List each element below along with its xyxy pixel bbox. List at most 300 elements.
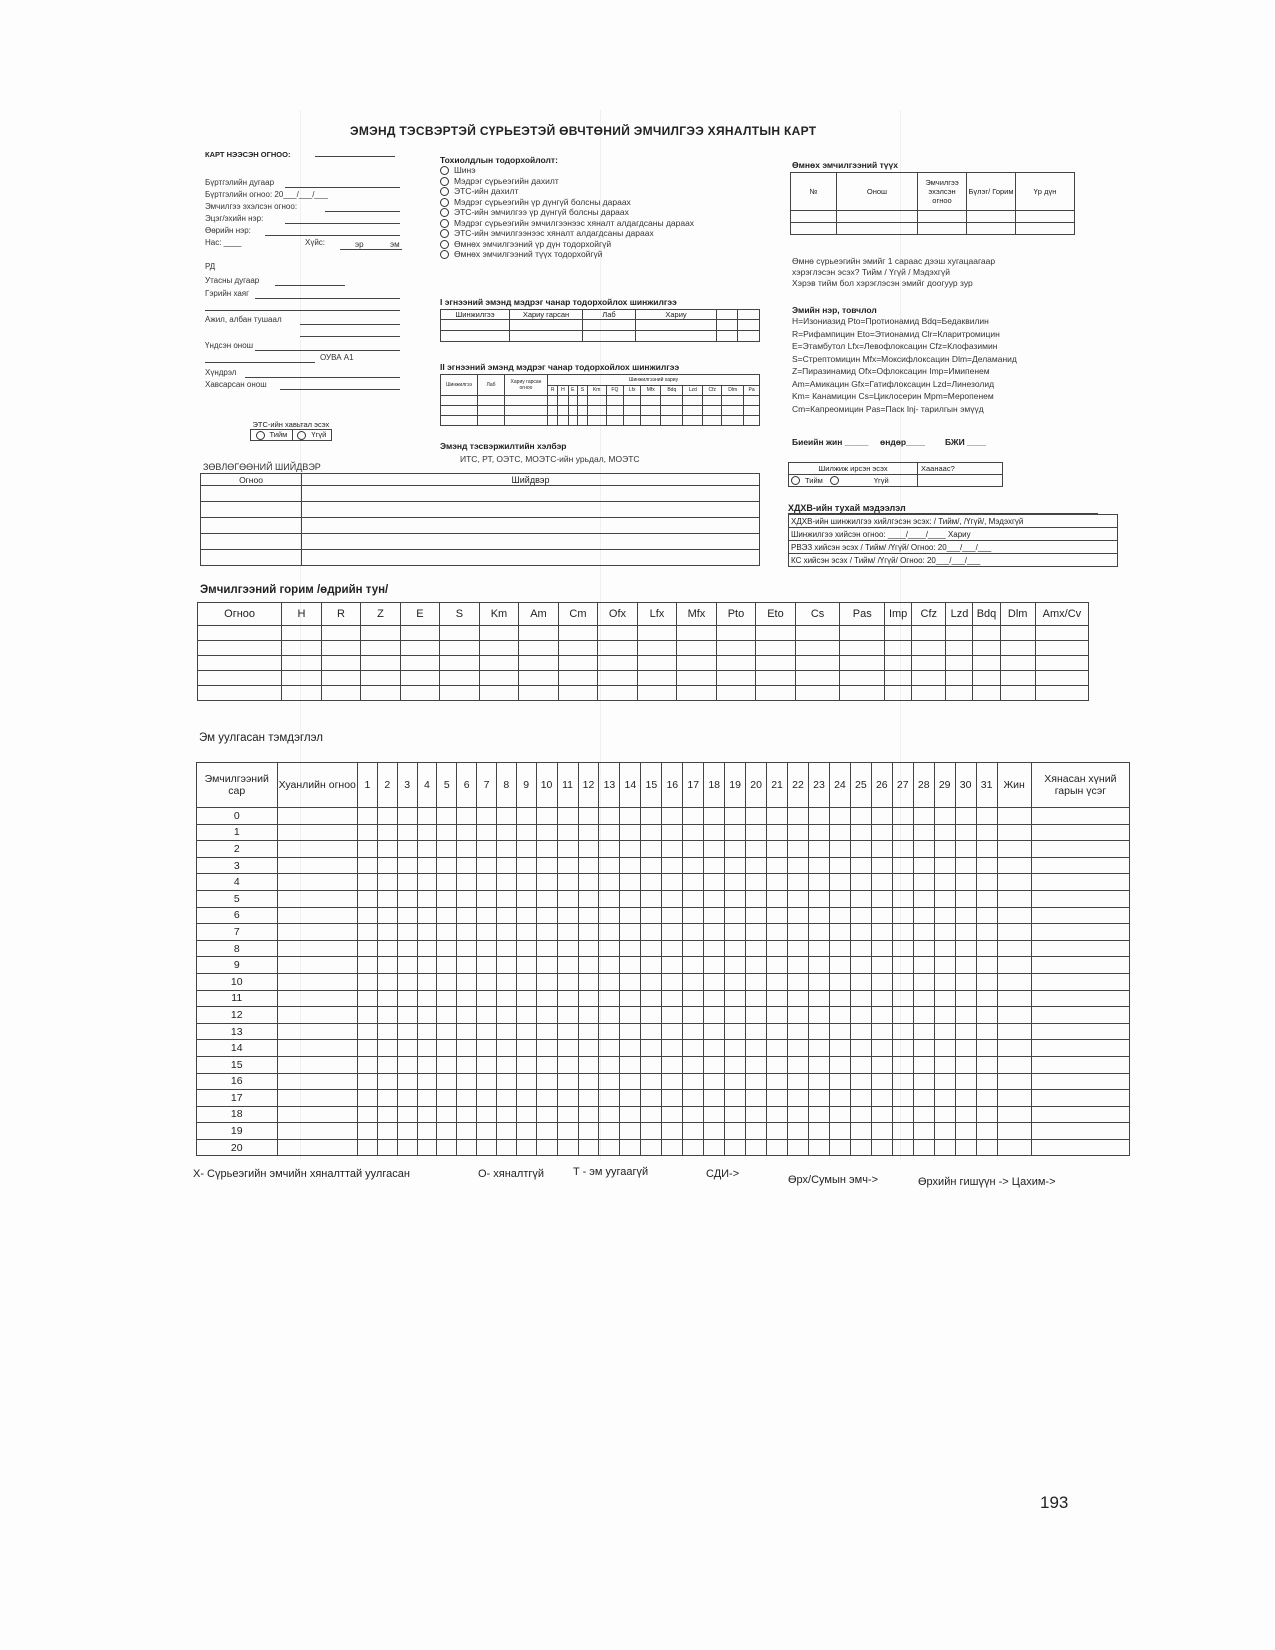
intake-day-cell[interactable] <box>662 1040 683 1057</box>
intake-day-cell[interactable] <box>641 824 662 841</box>
migration-yes-option[interactable]: Тийм <box>791 476 823 485</box>
case-option[interactable]: ЭТС-ийн эмчилгээ үр дүнгүй болсны дараах <box>440 207 694 218</box>
intake-day-cell[interactable] <box>788 890 809 907</box>
intake-day-cell[interactable] <box>417 1139 437 1156</box>
intake-day-cell[interactable] <box>641 1090 662 1107</box>
intake-day-cell[interactable] <box>397 957 417 974</box>
intake-day-cell[interactable] <box>358 1090 378 1107</box>
intake-day-cell[interactable] <box>767 841 788 858</box>
intake-day-cell[interactable] <box>417 824 437 841</box>
intake-day-cell[interactable] <box>829 808 850 825</box>
intake-day-cell[interactable] <box>976 808 997 825</box>
intake-day-cell[interactable] <box>829 957 850 974</box>
intake-day-cell[interactable] <box>725 973 746 990</box>
intake-day-cell[interactable] <box>397 824 417 841</box>
intake-day-cell[interactable] <box>496 973 516 990</box>
intake-day-cell[interactable] <box>641 1023 662 1040</box>
intake-day-cell[interactable] <box>477 1073 497 1090</box>
intake-day-cell[interactable] <box>704 808 725 825</box>
intake-day-cell[interactable] <box>871 907 892 924</box>
intake-day-cell[interactable] <box>578 874 599 891</box>
intake-day-cell[interactable] <box>934 1139 955 1156</box>
intake-day-cell[interactable] <box>725 1123 746 1140</box>
intake-day-cell[interactable] <box>496 907 516 924</box>
intake-day-cell[interactable] <box>892 940 913 957</box>
intake-day-cell[interactable] <box>641 874 662 891</box>
intake-day-cell[interactable] <box>788 907 809 924</box>
intake-day-cell[interactable] <box>641 1139 662 1156</box>
intake-day-cell[interactable] <box>683 940 704 957</box>
intake-day-cell[interactable] <box>725 824 746 841</box>
intake-day-cell[interactable] <box>557 1123 578 1140</box>
intake-day-cell[interactable] <box>536 857 557 874</box>
intake-day-cell[interactable] <box>767 990 788 1007</box>
intake-day-cell[interactable] <box>871 824 892 841</box>
intake-day-cell[interactable] <box>683 841 704 858</box>
intake-day-cell[interactable] <box>578 990 599 1007</box>
intake-day-cell[interactable] <box>934 973 955 990</box>
intake-day-cell[interactable] <box>955 1139 976 1156</box>
intake-day-cell[interactable] <box>477 808 497 825</box>
intake-day-cell[interactable] <box>746 1056 767 1073</box>
intake-day-cell[interactable] <box>871 1023 892 1040</box>
intake-day-cell[interactable] <box>704 1007 725 1024</box>
intake-day-cell[interactable] <box>892 1073 913 1090</box>
intake-day-cell[interactable] <box>850 1040 871 1057</box>
intake-day-cell[interactable] <box>808 857 829 874</box>
intake-day-cell[interactable] <box>767 1090 788 1107</box>
intake-day-cell[interactable] <box>808 990 829 1007</box>
intake-day-cell[interactable] <box>557 890 578 907</box>
intake-day-cell[interactable] <box>808 1106 829 1123</box>
intake-day-cell[interactable] <box>358 1040 378 1057</box>
intake-day-cell[interactable] <box>397 841 417 858</box>
intake-day-cell[interactable] <box>934 907 955 924</box>
intake-day-cell[interactable] <box>457 1090 477 1107</box>
intake-day-cell[interactable] <box>516 1073 536 1090</box>
intake-day-cell[interactable] <box>934 1090 955 1107</box>
intake-day-cell[interactable] <box>913 1056 934 1073</box>
intake-day-cell[interactable] <box>829 890 850 907</box>
intake-day-cell[interactable] <box>377 1139 397 1156</box>
intake-day-cell[interactable] <box>767 890 788 907</box>
intake-day-cell[interactable] <box>788 1139 809 1156</box>
intake-day-cell[interactable] <box>976 1040 997 1057</box>
intake-day-cell[interactable] <box>516 1040 536 1057</box>
intake-day-cell[interactable] <box>496 808 516 825</box>
intake-day-cell[interactable] <box>829 1090 850 1107</box>
intake-day-cell[interactable] <box>662 1073 683 1090</box>
intake-day-cell[interactable] <box>641 1007 662 1024</box>
intake-day-cell[interactable] <box>477 990 497 1007</box>
intake-day-cell[interactable] <box>767 1123 788 1140</box>
intake-day-cell[interactable] <box>457 824 477 841</box>
intake-day-cell[interactable] <box>477 874 497 891</box>
intake-day-cell[interactable] <box>641 924 662 941</box>
intake-day-cell[interactable] <box>578 924 599 941</box>
intake-day-cell[interactable] <box>976 1007 997 1024</box>
intake-day-cell[interactable] <box>955 907 976 924</box>
intake-day-cell[interactable] <box>850 1023 871 1040</box>
intake-day-cell[interactable] <box>578 957 599 974</box>
intake-day-cell[interactable] <box>417 973 437 990</box>
intake-day-cell[interactable] <box>767 940 788 957</box>
intake-day-cell[interactable] <box>557 1090 578 1107</box>
intake-day-cell[interactable] <box>437 824 457 841</box>
intake-day-cell[interactable] <box>746 1139 767 1156</box>
intake-day-cell[interactable] <box>599 1040 620 1057</box>
intake-day-cell[interactable] <box>477 940 497 957</box>
intake-day-cell[interactable] <box>536 973 557 990</box>
intake-day-cell[interactable] <box>767 1023 788 1040</box>
case-option[interactable]: Мэдрэг сүрьеэгийн дахилт <box>440 176 694 187</box>
intake-day-cell[interactable] <box>620 1123 641 1140</box>
intake-day-cell[interactable] <box>437 1023 457 1040</box>
intake-day-cell[interactable] <box>704 841 725 858</box>
intake-day-cell[interactable] <box>477 1123 497 1140</box>
intake-day-cell[interactable] <box>377 957 397 974</box>
intake-day-cell[interactable] <box>496 1073 516 1090</box>
intake-day-cell[interactable] <box>599 940 620 957</box>
case-option[interactable]: ЭТС-ийн дахилт <box>440 186 694 197</box>
intake-day-cell[interactable] <box>871 1139 892 1156</box>
intake-day-cell[interactable] <box>397 808 417 825</box>
intake-day-cell[interactable] <box>871 957 892 974</box>
intake-day-cell[interactable] <box>578 890 599 907</box>
intake-day-cell[interactable] <box>557 907 578 924</box>
intake-day-cell[interactable] <box>829 1023 850 1040</box>
intake-day-cell[interactable] <box>641 857 662 874</box>
intake-day-cell[interactable] <box>516 940 536 957</box>
intake-day-cell[interactable] <box>620 890 641 907</box>
intake-day-cell[interactable] <box>913 1090 934 1107</box>
intake-day-cell[interactable] <box>417 924 437 941</box>
intake-day-cell[interactable] <box>808 1073 829 1090</box>
intake-day-cell[interactable] <box>850 824 871 841</box>
intake-day-cell[interactable] <box>417 1007 437 1024</box>
intake-day-cell[interactable] <box>620 1023 641 1040</box>
intake-day-cell[interactable] <box>496 1139 516 1156</box>
case-option[interactable]: Мэдрэг сүрьеэгийн эмчилгээнээс хяналт алдагдсаны дараах <box>440 218 694 229</box>
intake-day-cell[interactable] <box>377 1007 397 1024</box>
intake-day-cell[interactable] <box>536 824 557 841</box>
intake-day-cell[interactable] <box>871 973 892 990</box>
intake-day-cell[interactable] <box>358 990 378 1007</box>
intake-day-cell[interactable] <box>767 1106 788 1123</box>
intake-day-cell[interactable] <box>516 1023 536 1040</box>
intake-day-cell[interactable] <box>578 1023 599 1040</box>
intake-day-cell[interactable] <box>578 907 599 924</box>
intake-day-cell[interactable] <box>871 990 892 1007</box>
intake-day-cell[interactable] <box>662 957 683 974</box>
intake-day-cell[interactable] <box>767 973 788 990</box>
intake-day-cell[interactable] <box>746 808 767 825</box>
intake-day-cell[interactable] <box>746 957 767 974</box>
intake-day-cell[interactable] <box>850 1090 871 1107</box>
intake-day-cell[interactable] <box>641 990 662 1007</box>
intake-day-cell[interactable] <box>496 1007 516 1024</box>
intake-day-cell[interactable] <box>599 1139 620 1156</box>
intake-day-cell[interactable] <box>746 1040 767 1057</box>
intake-day-cell[interactable] <box>516 857 536 874</box>
intake-day-cell[interactable] <box>934 1007 955 1024</box>
intake-day-cell[interactable] <box>976 1073 997 1090</box>
intake-day-cell[interactable] <box>620 874 641 891</box>
intake-day-cell[interactable] <box>377 857 397 874</box>
intake-day-cell[interactable] <box>516 990 536 1007</box>
intake-day-cell[interactable] <box>850 857 871 874</box>
intake-day-cell[interactable] <box>704 1040 725 1057</box>
intake-day-cell[interactable] <box>788 1007 809 1024</box>
intake-day-cell[interactable] <box>477 1090 497 1107</box>
intake-day-cell[interactable] <box>457 1040 477 1057</box>
intake-day-cell[interactable] <box>457 957 477 974</box>
intake-day-cell[interactable] <box>477 824 497 841</box>
intake-day-cell[interactable] <box>767 1056 788 1073</box>
intake-day-cell[interactable] <box>536 990 557 1007</box>
intake-day-cell[interactable] <box>913 1073 934 1090</box>
intake-day-cell[interactable] <box>746 1073 767 1090</box>
intake-day-cell[interactable] <box>578 1040 599 1057</box>
intake-day-cell[interactable] <box>477 957 497 974</box>
intake-day-cell[interactable] <box>557 808 578 825</box>
intake-day-cell[interactable] <box>767 808 788 825</box>
intake-day-cell[interactable] <box>620 924 641 941</box>
intake-day-cell[interactable] <box>620 1056 641 1073</box>
intake-day-cell[interactable] <box>437 874 457 891</box>
intake-day-cell[interactable] <box>536 1090 557 1107</box>
intake-day-cell[interactable] <box>437 940 457 957</box>
intake-day-cell[interactable] <box>704 990 725 1007</box>
intake-day-cell[interactable] <box>641 907 662 924</box>
intake-day-cell[interactable] <box>725 1090 746 1107</box>
intake-day-cell[interactable] <box>358 1106 378 1123</box>
intake-day-cell[interactable] <box>397 1023 417 1040</box>
intake-day-cell[interactable] <box>704 1023 725 1040</box>
intake-day-cell[interactable] <box>892 924 913 941</box>
intake-day-cell[interactable] <box>808 890 829 907</box>
intake-day-cell[interactable] <box>620 973 641 990</box>
intake-day-cell[interactable] <box>641 1106 662 1123</box>
intake-day-cell[interactable] <box>788 1106 809 1123</box>
intake-day-cell[interactable] <box>976 1139 997 1156</box>
intake-day-cell[interactable] <box>417 907 437 924</box>
intake-day-cell[interactable] <box>437 1007 457 1024</box>
intake-day-cell[interactable] <box>976 874 997 891</box>
intake-day-cell[interactable] <box>788 1023 809 1040</box>
intake-day-cell[interactable] <box>746 940 767 957</box>
intake-day-cell[interactable] <box>620 841 641 858</box>
intake-day-cell[interactable] <box>457 1123 477 1140</box>
intake-day-cell[interactable] <box>457 874 477 891</box>
intake-day-cell[interactable] <box>913 1106 934 1123</box>
intake-day-cell[interactable] <box>683 924 704 941</box>
intake-day-cell[interactable] <box>536 1106 557 1123</box>
intake-day-cell[interactable] <box>788 1073 809 1090</box>
intake-day-cell[interactable] <box>417 890 437 907</box>
intake-day-cell[interactable] <box>516 1123 536 1140</box>
intake-day-cell[interactable] <box>662 1023 683 1040</box>
intake-day-cell[interactable] <box>662 808 683 825</box>
contact-yes-option[interactable]: Тийм <box>251 430 293 441</box>
intake-day-cell[interactable] <box>725 1139 746 1156</box>
intake-day-cell[interactable] <box>599 857 620 874</box>
intake-day-cell[interactable] <box>808 808 829 825</box>
intake-day-cell[interactable] <box>578 808 599 825</box>
intake-day-cell[interactable] <box>934 1123 955 1140</box>
intake-day-cell[interactable] <box>892 1040 913 1057</box>
intake-day-cell[interactable] <box>850 973 871 990</box>
intake-day-cell[interactable] <box>516 924 536 941</box>
intake-day-cell[interactable] <box>788 1123 809 1140</box>
intake-day-cell[interactable] <box>976 824 997 841</box>
intake-day-cell[interactable] <box>913 1007 934 1024</box>
intake-day-cell[interactable] <box>767 1073 788 1090</box>
intake-day-cell[interactable] <box>955 973 976 990</box>
intake-day-cell[interactable] <box>536 1056 557 1073</box>
intake-day-cell[interactable] <box>457 907 477 924</box>
intake-day-cell[interactable] <box>955 924 976 941</box>
intake-day-cell[interactable] <box>516 874 536 891</box>
intake-day-cell[interactable] <box>377 1023 397 1040</box>
intake-day-cell[interactable] <box>437 841 457 858</box>
intake-day-cell[interactable] <box>620 1040 641 1057</box>
intake-day-cell[interactable] <box>662 973 683 990</box>
intake-day-cell[interactable] <box>934 874 955 891</box>
intake-day-cell[interactable] <box>641 841 662 858</box>
intake-day-cell[interactable] <box>397 874 417 891</box>
intake-day-cell[interactable] <box>955 824 976 841</box>
intake-day-cell[interactable] <box>397 940 417 957</box>
intake-day-cell[interactable] <box>358 1139 378 1156</box>
intake-day-cell[interactable] <box>536 1073 557 1090</box>
intake-day-cell[interactable] <box>358 1123 378 1140</box>
intake-day-cell[interactable] <box>976 924 997 941</box>
intake-day-cell[interactable] <box>516 808 536 825</box>
intake-day-cell[interactable] <box>578 1007 599 1024</box>
intake-day-cell[interactable] <box>683 907 704 924</box>
intake-day-cell[interactable] <box>808 1090 829 1107</box>
intake-day-cell[interactable] <box>871 1056 892 1073</box>
intake-day-cell[interactable] <box>620 940 641 957</box>
intake-day-cell[interactable] <box>557 824 578 841</box>
intake-day-cell[interactable] <box>417 1023 437 1040</box>
intake-day-cell[interactable] <box>683 890 704 907</box>
intake-day-cell[interactable] <box>788 990 809 1007</box>
intake-day-cell[interactable] <box>746 1090 767 1107</box>
intake-day-cell[interactable] <box>976 990 997 1007</box>
intake-day-cell[interactable] <box>892 874 913 891</box>
intake-day-cell[interactable] <box>746 1007 767 1024</box>
intake-day-cell[interactable] <box>683 1139 704 1156</box>
intake-day-cell[interactable] <box>358 973 378 990</box>
intake-day-cell[interactable] <box>662 841 683 858</box>
intake-day-cell[interactable] <box>850 841 871 858</box>
intake-day-cell[interactable] <box>641 957 662 974</box>
intake-day-cell[interactable] <box>892 824 913 841</box>
intake-day-cell[interactable] <box>767 924 788 941</box>
intake-day-cell[interactable] <box>417 957 437 974</box>
intake-day-cell[interactable] <box>913 824 934 841</box>
intake-day-cell[interactable] <box>683 857 704 874</box>
intake-day-cell[interactable] <box>808 841 829 858</box>
intake-day-cell[interactable] <box>557 1056 578 1073</box>
intake-day-cell[interactable] <box>557 857 578 874</box>
intake-day-cell[interactable] <box>976 890 997 907</box>
intake-day-cell[interactable] <box>850 874 871 891</box>
intake-day-cell[interactable] <box>496 890 516 907</box>
intake-day-cell[interactable] <box>599 1090 620 1107</box>
intake-day-cell[interactable] <box>788 957 809 974</box>
intake-day-cell[interactable] <box>599 957 620 974</box>
intake-day-cell[interactable] <box>437 1123 457 1140</box>
intake-day-cell[interactable] <box>536 1023 557 1040</box>
case-option[interactable]: Мэдрэг сүрьеэгийн үр дүнгүй болсны дараах <box>440 197 694 208</box>
intake-day-cell[interactable] <box>662 824 683 841</box>
case-option[interactable]: ЭТС-ийн эмчилгээнээс хяналт алдагдсаны дараах <box>440 228 694 239</box>
intake-day-cell[interactable] <box>892 1090 913 1107</box>
intake-day-cell[interactable] <box>457 1073 477 1090</box>
intake-day-cell[interactable] <box>788 824 809 841</box>
intake-day-cell[interactable] <box>457 841 477 858</box>
intake-day-cell[interactable] <box>457 808 477 825</box>
intake-day-cell[interactable] <box>808 1123 829 1140</box>
intake-day-cell[interactable] <box>934 924 955 941</box>
intake-day-cell[interactable] <box>850 1123 871 1140</box>
intake-day-cell[interactable] <box>557 1139 578 1156</box>
intake-day-cell[interactable] <box>871 874 892 891</box>
intake-day-cell[interactable] <box>557 1040 578 1057</box>
intake-day-cell[interactable] <box>358 1007 378 1024</box>
intake-day-cell[interactable] <box>516 1007 536 1024</box>
intake-day-cell[interactable] <box>397 990 417 1007</box>
intake-day-cell[interactable] <box>934 824 955 841</box>
intake-day-cell[interactable] <box>767 1139 788 1156</box>
intake-day-cell[interactable] <box>358 824 378 841</box>
intake-day-cell[interactable] <box>417 857 437 874</box>
intake-day-cell[interactable] <box>477 973 497 990</box>
intake-day-cell[interactable] <box>725 841 746 858</box>
intake-day-cell[interactable] <box>892 808 913 825</box>
intake-day-cell[interactable] <box>871 857 892 874</box>
intake-day-cell[interactable] <box>477 924 497 941</box>
intake-day-cell[interactable] <box>557 924 578 941</box>
intake-day-cell[interactable] <box>683 1007 704 1024</box>
intake-day-cell[interactable] <box>892 907 913 924</box>
intake-day-cell[interactable] <box>955 1106 976 1123</box>
intake-day-cell[interactable] <box>746 924 767 941</box>
intake-day-cell[interactable] <box>437 1073 457 1090</box>
intake-day-cell[interactable] <box>683 1040 704 1057</box>
intake-day-cell[interactable] <box>457 1056 477 1073</box>
intake-day-cell[interactable] <box>477 841 497 858</box>
intake-day-cell[interactable] <box>641 808 662 825</box>
intake-day-cell[interactable] <box>829 857 850 874</box>
intake-day-cell[interactable] <box>397 1073 417 1090</box>
intake-day-cell[interactable] <box>913 957 934 974</box>
intake-day-cell[interactable] <box>913 808 934 825</box>
intake-day-cell[interactable] <box>955 857 976 874</box>
intake-day-cell[interactable] <box>599 1106 620 1123</box>
intake-day-cell[interactable] <box>934 957 955 974</box>
intake-day-cell[interactable] <box>955 1123 976 1140</box>
intake-day-cell[interactable] <box>955 1073 976 1090</box>
intake-day-cell[interactable] <box>496 824 516 841</box>
intake-day-cell[interactable] <box>850 1007 871 1024</box>
intake-day-cell[interactable] <box>397 924 417 941</box>
intake-day-cell[interactable] <box>892 1106 913 1123</box>
intake-day-cell[interactable] <box>397 1056 417 1073</box>
